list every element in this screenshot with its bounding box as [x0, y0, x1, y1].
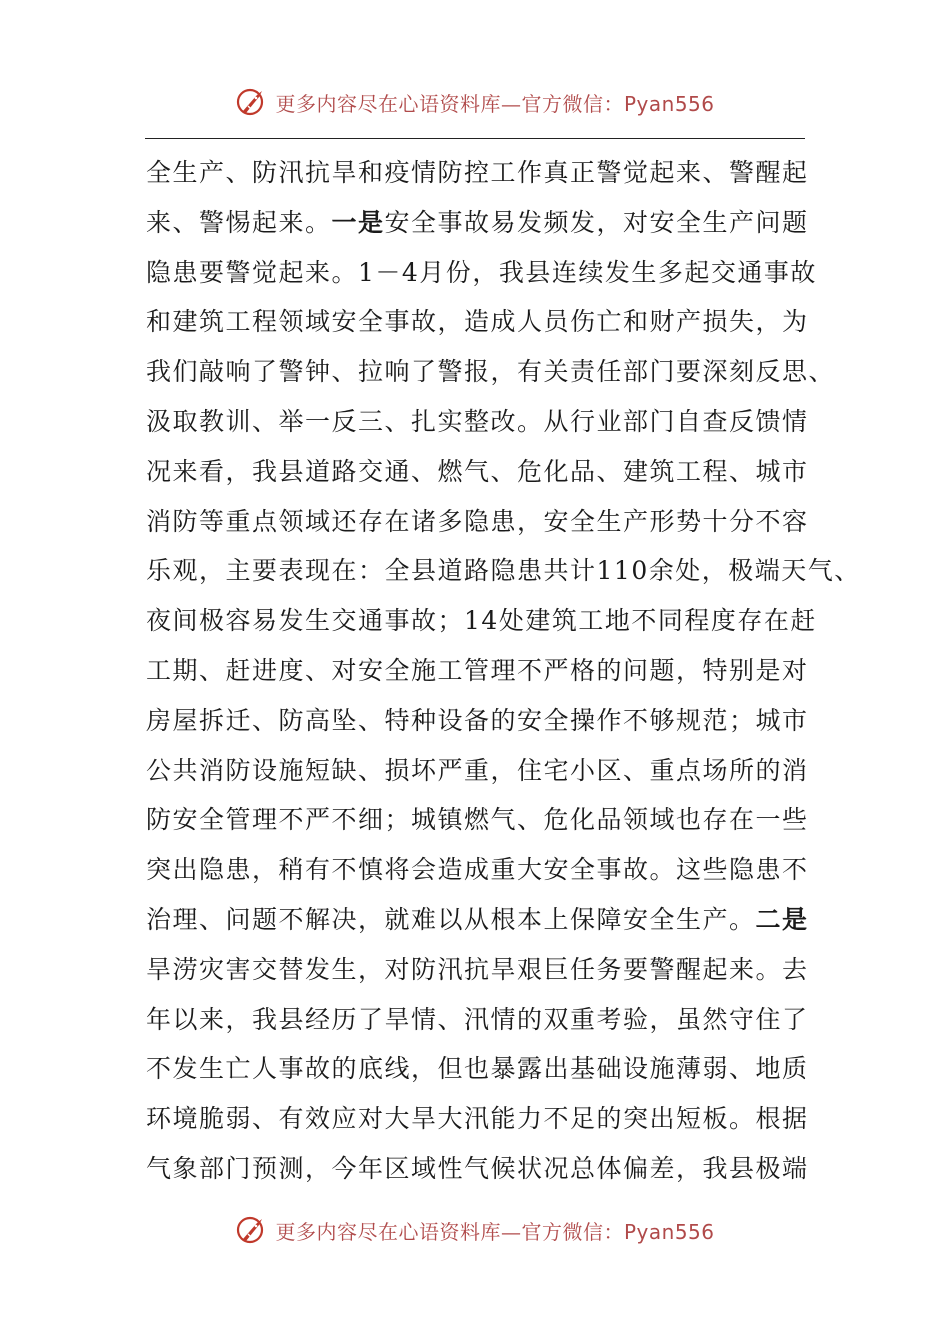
text-line-content: 安全事故易发频发，对安全生产问题	[384, 207, 809, 237]
text-line	[146, 945, 809, 995]
text-line	[146, 646, 809, 696]
text-line	[146, 546, 861, 596]
banner-prefix: 更多内容尽在心语资料库	[275, 91, 501, 116]
pen-nib-logo-icon	[235, 85, 269, 119]
text-line	[146, 795, 809, 845]
text-line-content: 年以来，我县经历了旱情、汛情的双重考验，虽然守住了	[146, 1004, 809, 1034]
header-banner	[0, 82, 950, 122]
banner-separator: —	[500, 91, 522, 116]
text-line	[146, 347, 836, 397]
text-line-content: 环境脆弱、有效应对大旱大汛能力不足的突出短板。根据	[146, 1104, 809, 1134]
text-line-content: 突出隐患，稍有不慎将会造成重大安全事故。这些隐患不	[146, 855, 809, 885]
text-line	[146, 746, 809, 796]
text-line	[146, 696, 809, 746]
text-line-content: 全生产、防汛抗旱和疫情防控工作真正警觉起来、警醒起	[146, 158, 809, 187]
text-line-content: 防安全管理不严不细；城镇燃气、危化品领域也存在一些	[146, 805, 809, 835]
text-line-content: 气象部门预测，今年区域性气候状况总体偏差，我县极端	[146, 1153, 809, 1183]
banner-prefix: 更多内容尽在心语资料库	[275, 1219, 501, 1244]
banner-separator: —	[500, 1219, 522, 1244]
text-line-content: 工期、赶进度、对安全施工管理不严格的问题，特别是对	[146, 655, 809, 685]
text-line	[146, 447, 809, 497]
text-line	[146, 248, 817, 298]
banner-wechat-id: Pyan556	[623, 1219, 715, 1244]
emphasis-label: 一是	[331, 207, 385, 237]
text-line	[146, 148, 809, 198]
text-line	[146, 1044, 809, 1094]
text-line-content: 旱涝灾害交替发生，对防汛抗旱艰巨任务要警醒起来。去	[146, 954, 809, 984]
text-line-content: 夜间极容易发生交通事故；14处建筑工地不同程度存在赶	[146, 606, 817, 636]
text-line-content: 公共消防设施短缺、损坏严重，住宅小区、重点场所的消	[146, 755, 809, 785]
emphasis-label: 二是	[755, 904, 809, 934]
banner-wechat-label: 官方微信：	[521, 1219, 624, 1244]
footer-banner	[0, 1210, 950, 1250]
text-line	[146, 1144, 809, 1194]
text-line	[146, 497, 809, 547]
banner-wechat-label: 官方微信：	[521, 91, 624, 116]
text-line-content: 隐患要警觉起来。1－4月份，我县连续发生多起交通事故	[146, 257, 817, 287]
banner-text	[275, 88, 714, 117]
document-body	[146, 148, 861, 1194]
text-line-content: 来、警惕起来。	[146, 207, 332, 237]
text-line	[146, 845, 809, 895]
text-line	[146, 596, 817, 646]
pen-nib-logo-icon	[235, 1213, 269, 1247]
text-line-content: 我们敲响了警钟、拉响了警报，有关责任部门要深刻反思、	[146, 357, 836, 387]
text-line-content: 乐观，主要表现在：全县道路隐患共计110余处，极端天气、	[146, 556, 861, 586]
header-rule	[145, 138, 805, 139]
text-line-content: 和建筑工程领域安全事故，造成人员伤亡和财产损失，为	[146, 307, 809, 337]
banner-wechat-id: Pyan556	[623, 91, 715, 116]
text-line	[146, 198, 809, 248]
text-line	[146, 895, 809, 945]
text-line-content: 治理、问题不解决，就难以从根本上保障安全生产。	[146, 904, 756, 934]
text-line	[146, 397, 809, 447]
text-line-content: 消防等重点领域还存在诸多隐患，安全生产形势十分不容	[146, 506, 809, 536]
text-line-content: 房屋拆迁、防高坠、特种设备的安全操作不够规范；城市	[146, 705, 809, 735]
text-line-content: 汲取教训、举一反三、扎实整改。从行业部门自查反馈情	[146, 406, 809, 436]
text-line	[146, 1094, 809, 1144]
text-line-content: 况来看，我县道路交通、燃气、危化品、建筑工程、城市	[146, 456, 809, 486]
banner-text	[275, 1216, 714, 1245]
text-line-content: 不发生亡人事故的底线，但也暴露出基础设施薄弱、地质	[146, 1054, 809, 1084]
text-line	[146, 995, 809, 1045]
text-line	[146, 297, 809, 347]
